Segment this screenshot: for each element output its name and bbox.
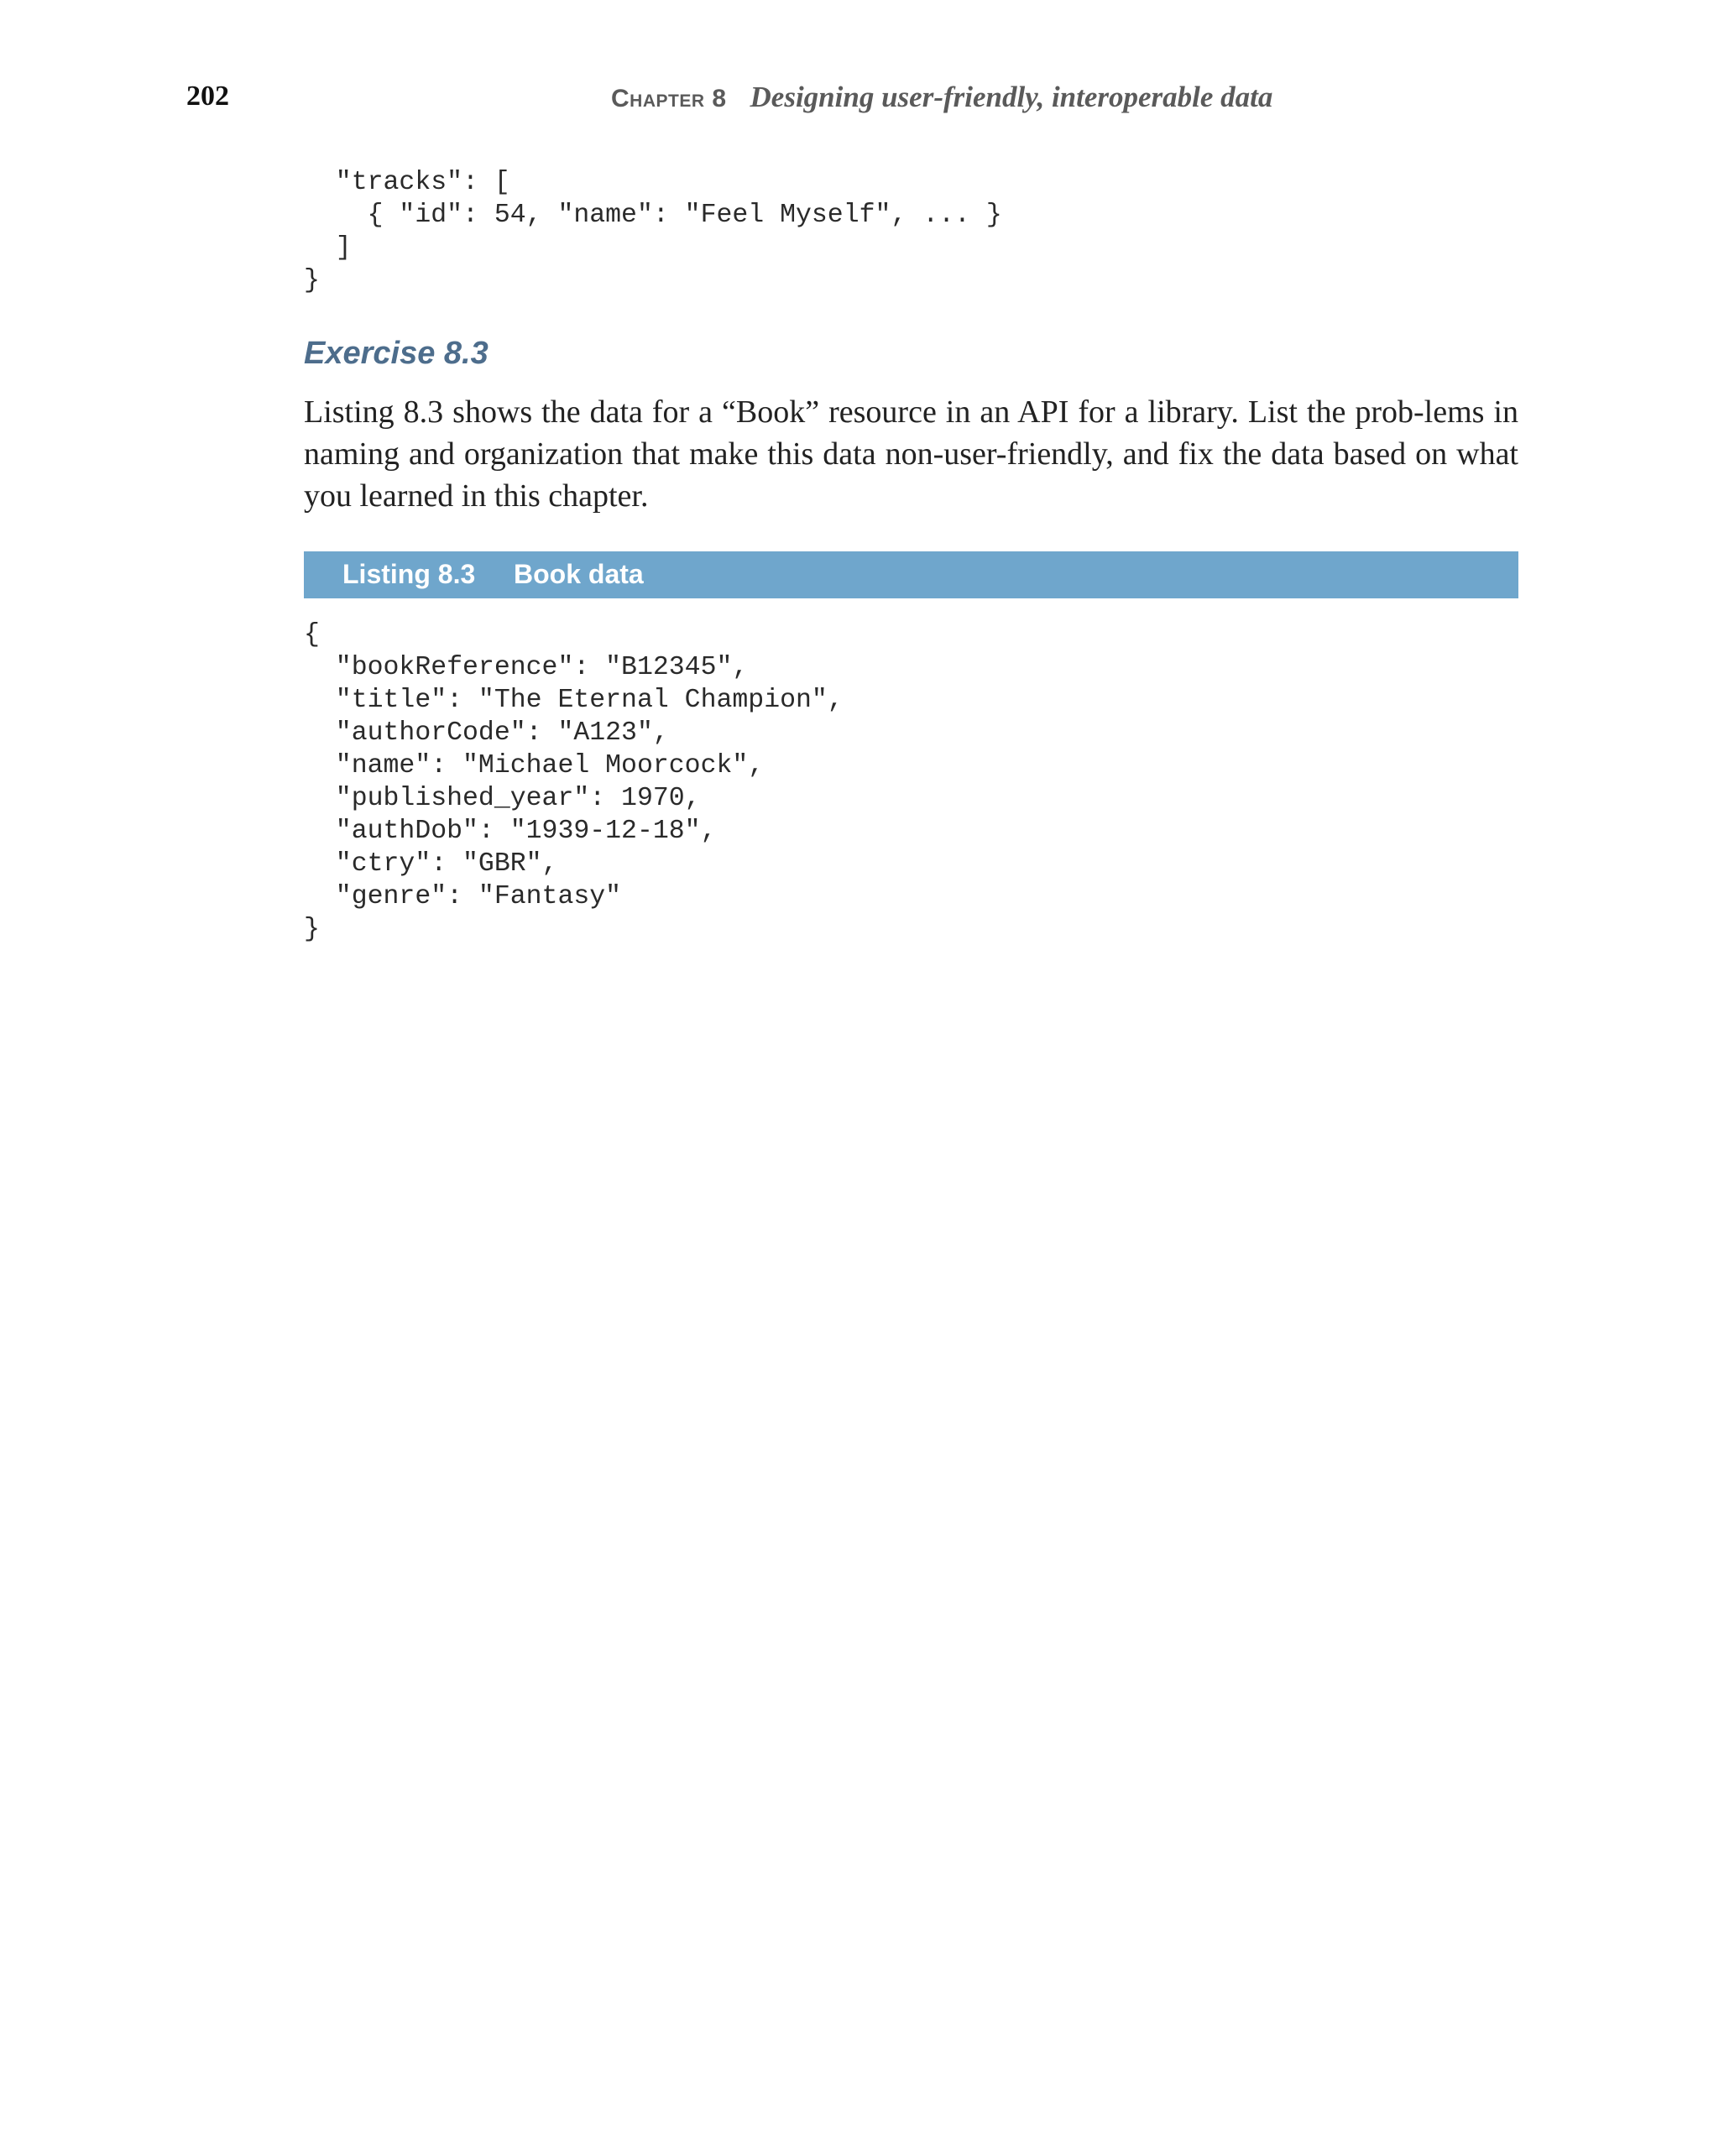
listing-number: Listing 8.3 bbox=[342, 559, 476, 589]
code-line: "bookReference": "B12345", bbox=[304, 653, 749, 682]
code-line: ] bbox=[304, 233, 352, 263]
listing-caption-bar bbox=[304, 551, 1518, 598]
code-line: { "id": 54, "name": "Feel Myself", ... } bbox=[304, 201, 1002, 230]
code-line: } bbox=[304, 915, 320, 944]
code-line: "title": "The Eternal Champion", bbox=[304, 686, 844, 715]
page-number: 202 bbox=[186, 81, 229, 112]
code-line: "ctry": "GBR", bbox=[304, 849, 558, 879]
code-line: { bbox=[304, 620, 320, 650]
code-line: "authorCode": "A123", bbox=[304, 718, 669, 748]
exercise-heading: Exercise 8.3 bbox=[304, 336, 489, 371]
code-line: "published_year": 1970, bbox=[304, 784, 701, 813]
chapter-label: Chapter 8 bbox=[611, 85, 727, 112]
running-head bbox=[611, 81, 1272, 114]
code-line: "authDob": "1939-12-18", bbox=[304, 817, 717, 846]
exercise-body: Listing 8.3 shows the data for a “Book” resource in an API for a library. List the prob-lems in naming and organization that make this data non-user-friendly, and fix the data based on what you learned in this chapter. bbox=[304, 394, 1518, 514]
code-line: } bbox=[304, 266, 320, 295]
listing-title: Book data bbox=[514, 559, 644, 589]
code-line: "name": "Michael Moorcock", bbox=[304, 751, 765, 780]
code-snippet-tracks bbox=[304, 166, 1002, 297]
code-line: "genre": "Fantasy" bbox=[304, 882, 622, 911]
chapter-title: Designing user-friendly, interoperable data bbox=[750, 81, 1273, 113]
listing-code-book-data bbox=[304, 619, 844, 946]
code-line: "tracks": [ bbox=[304, 168, 510, 197]
